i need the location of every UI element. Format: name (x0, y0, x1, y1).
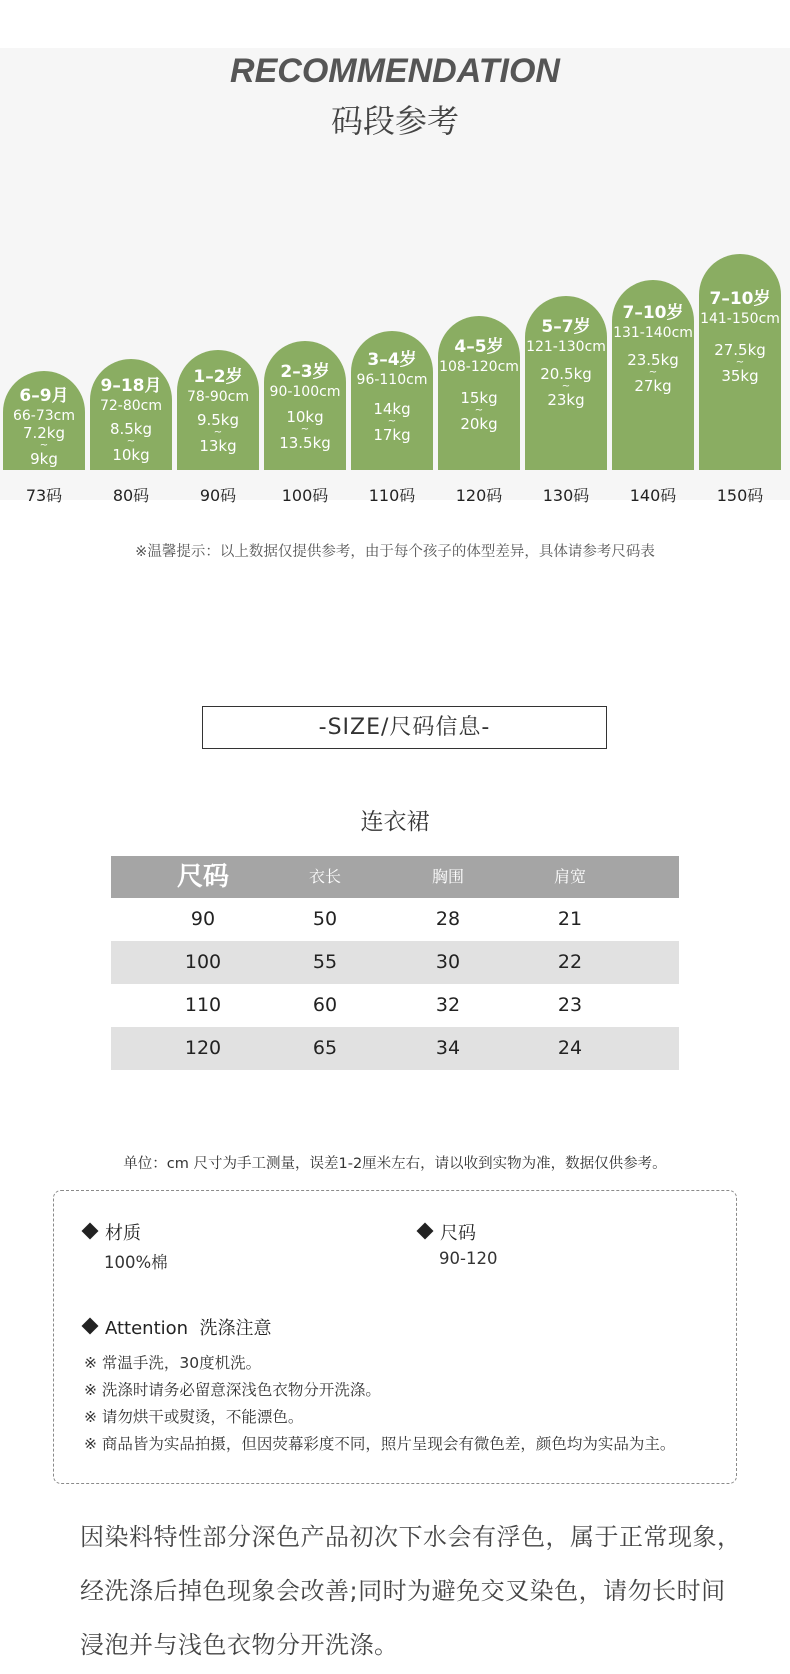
arch-tilde: ~ (300, 424, 310, 435)
attention-label: Attention 洗涤注意 (105, 1318, 272, 1339)
arch-age: 3–4岁 (367, 350, 417, 370)
table-cell: 28 (435, 908, 461, 930)
material-label: 材质 (105, 1223, 141, 1244)
table-title: 连衣裙 (360, 809, 430, 835)
arch-weight-min: 9.5kg (196, 411, 240, 429)
table-cell: 55 (312, 951, 338, 973)
diamond-bullet-icon (82, 1223, 99, 1240)
arch-weight-max: 20kg (460, 415, 498, 433)
arch-height-range: 131-140cm (613, 325, 693, 341)
arch-tilde: ~ (735, 357, 745, 368)
arch-age: 7–10岁 (709, 289, 771, 309)
table-row (111, 1027, 679, 1070)
arch-size-label: 140码 (629, 486, 677, 505)
arch-tilde: ~ (387, 416, 397, 427)
arch-size-label: 80码 (112, 486, 150, 505)
arch-weight-max: 17kg (373, 426, 411, 444)
arch-age: 2–3岁 (280, 362, 330, 382)
care-line: ※ 洗涤时请务必留意深浅色衣物分开洗涤。 (84, 1381, 381, 1399)
arch-height-range: 66-73cm (12, 408, 75, 424)
arch-height-range: 90-100cm (269, 384, 341, 400)
table-cell: 110 (184, 994, 222, 1016)
arch-weight-min: 15kg (460, 389, 498, 407)
size-info-heading: -SIZE/尺码信息- (202, 706, 607, 749)
arch-weight-max: 27kg (634, 377, 672, 395)
arch-weight-min: 23.5kg (627, 351, 679, 369)
table-cell: 65 (312, 1037, 338, 1059)
table-cell: 30 (435, 951, 461, 973)
arch-tilde: ~ (213, 427, 223, 438)
arch-height-range: 72-80cm (99, 398, 162, 414)
arch-height-range: 78-90cm (186, 389, 249, 405)
size-arch (90, 359, 172, 470)
size-arch (351, 331, 433, 470)
table-cell: 90 (190, 908, 216, 930)
size-table (111, 856, 679, 1070)
attention-heading (84, 1314, 272, 1340)
dye-notice-line: 浸泡并与浅色衣物分开洗涤。 (80, 1631, 399, 1659)
recommendation-subtitle: 码段参考 (330, 102, 459, 140)
size-arch (177, 350, 259, 470)
arch-weight-min: 7.2kg (22, 424, 66, 442)
material-heading (84, 1219, 141, 1245)
size-label: 尺码 (440, 1223, 476, 1244)
arch-tilde: ~ (39, 440, 49, 451)
table-header (111, 856, 679, 898)
arch-height-range: 141-150cm (700, 311, 780, 327)
arch-age: 6–9月 (19, 386, 69, 406)
size-arch (612, 280, 694, 470)
table-row (111, 984, 679, 1027)
material-value: 100%棉 (104, 1253, 168, 1272)
size-arch (699, 254, 781, 470)
arch-age: 9–18月 (100, 376, 162, 396)
size-arch (525, 296, 607, 470)
arch-size-label: 120码 (455, 486, 503, 505)
arch-tilde: ~ (561, 381, 571, 392)
dye-notice-line: 因染料特性部分深色产品初次下水会有浮色，属于正常现象， (80, 1523, 742, 1551)
arch-height-range: 108-120cm (439, 359, 519, 375)
care-line: ※ 请勿烘干或熨烫，不能漂色。 (84, 1408, 304, 1426)
table-cell: 23 (557, 994, 583, 1016)
arch-weight-min: 20.5kg (540, 365, 592, 383)
unit-note: 单位：cm 尺寸为手工测量，误差1-2厘米左右，请以收到实物为准，数据仅供参考。 (123, 1156, 667, 1172)
size-arch (264, 341, 346, 470)
table-cell: 22 (557, 951, 583, 973)
arch-size-label: 100码 (281, 486, 329, 505)
column-header: 衣长 (308, 867, 341, 886)
table-cell: 50 (312, 908, 338, 930)
recommendation-title: RECOMMENDATION (230, 52, 560, 90)
arch-size-label: 150码 (716, 486, 764, 505)
arch-size-label: 73码 (25, 486, 63, 505)
arch-tilde: ~ (126, 436, 136, 447)
arch-weight-min: 27.5kg (714, 341, 766, 359)
diamond-bullet-icon (417, 1223, 434, 1240)
size-value: 90-120 (439, 1249, 498, 1268)
size-arch (438, 316, 520, 470)
reference-note: ※温馨提示：以上数据仅提供参考，由于每个孩子的体型差异，具体请参考尺码表 (135, 544, 655, 560)
table-cell: 60 (312, 994, 338, 1016)
column-header: 尺码 (176, 862, 229, 892)
column-header: 肩宽 (553, 867, 586, 886)
arch-age: 4–5岁 (454, 337, 504, 357)
details-box (53, 1190, 737, 1484)
arch-weight-max: 9kg (30, 450, 58, 468)
dye-notice-line: 经洗涤后掉色现象会改善;同时为避免交叉染色，请勿长时间 (80, 1577, 726, 1605)
arch-height-range: 96-110cm (356, 372, 428, 388)
arch-size-label: 90码 (199, 486, 237, 505)
table-cell: 100 (184, 951, 222, 973)
arch-age: 5–7岁 (541, 317, 591, 337)
care-line: ※ 商品皆为实品拍摄，但因荧幕彩度不同，照片呈现会有微色差，颜色均为实品为主。 (84, 1435, 676, 1453)
arch-weight-min: 14kg (373, 400, 411, 418)
table-row (111, 941, 679, 984)
size-arch (3, 371, 85, 470)
arch-weight-max: 23kg (547, 391, 585, 409)
care-line: ※ 常温手洗，30度机洗。 (84, 1354, 262, 1372)
arch-weight-max: 35kg (721, 367, 759, 385)
arch-weight-max: 13kg (199, 437, 237, 455)
arch-tilde: ~ (474, 405, 484, 416)
arch-weight-max: 10kg (112, 446, 150, 464)
table-cell: 120 (184, 1037, 222, 1059)
arch-age: 1–2岁 (193, 367, 243, 387)
arch-weight-min: 8.5kg (109, 420, 153, 438)
arch-size-label: 130码 (542, 486, 590, 505)
table-row (111, 898, 679, 941)
table-cell: 32 (435, 994, 461, 1016)
table-cell: 34 (435, 1037, 461, 1059)
arch-tilde: ~ (648, 367, 658, 378)
table-cell: 21 (557, 908, 583, 930)
arch-height-range: 121-130cm (526, 339, 606, 355)
table-cell: 24 (557, 1037, 583, 1059)
arch-age: 7–10岁 (622, 303, 684, 323)
arch-weight-min: 10kg (286, 408, 324, 426)
column-header: 胸围 (431, 867, 464, 886)
size-heading (419, 1219, 476, 1245)
arch-weight-max: 13.5kg (279, 434, 331, 452)
diamond-bullet-icon (82, 1318, 99, 1335)
arch-size-label: 110码 (368, 486, 416, 505)
